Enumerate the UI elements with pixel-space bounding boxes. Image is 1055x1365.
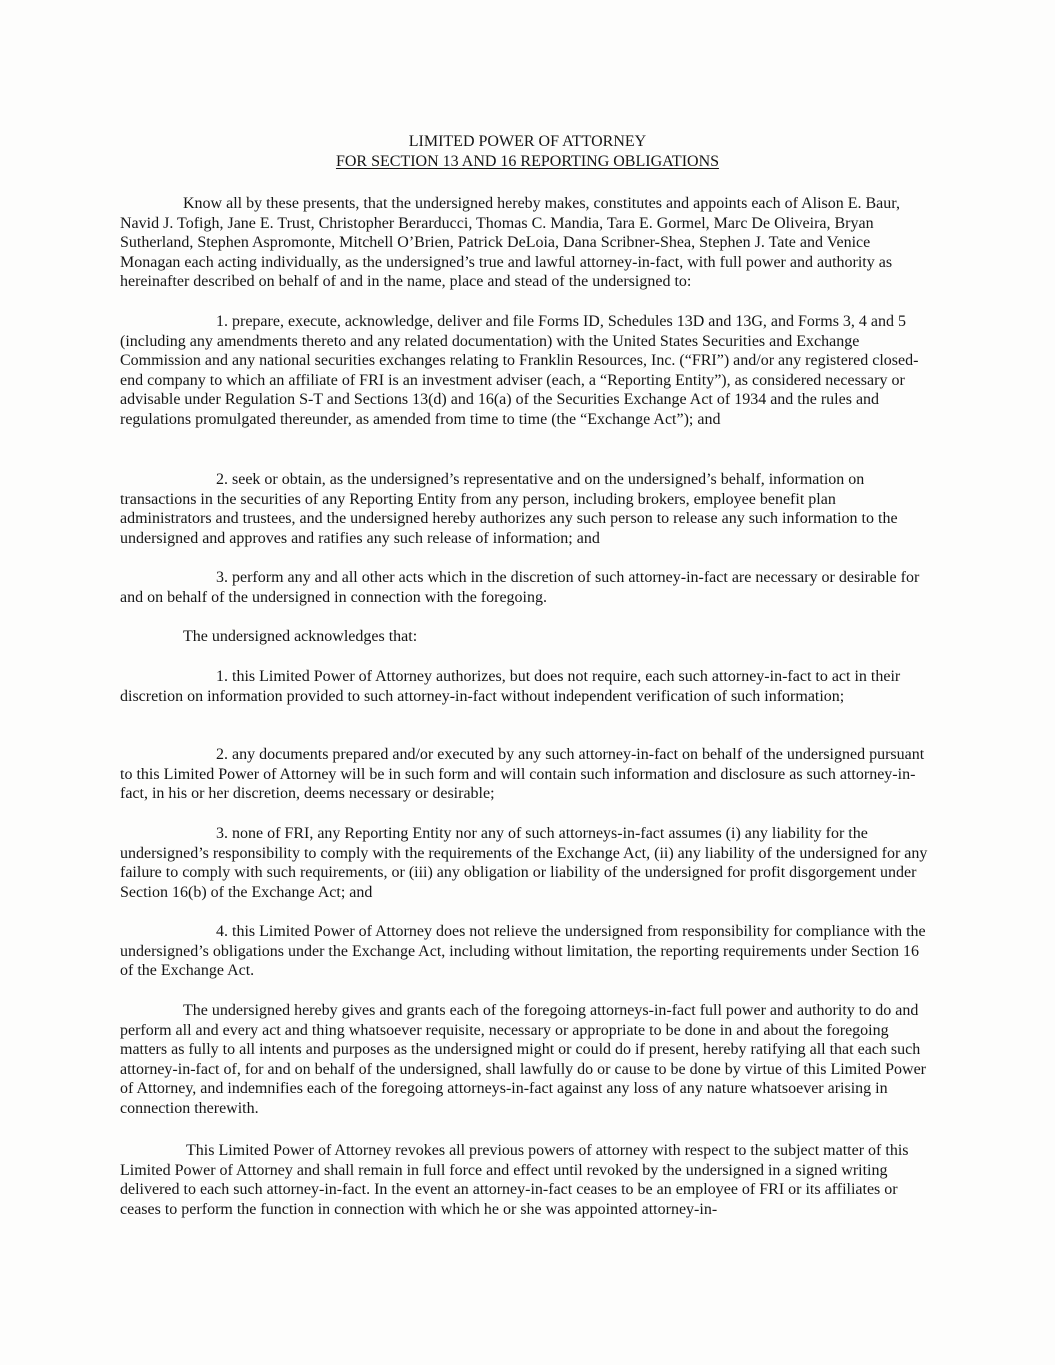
intro-paragraph: Know all by these presents, that the undersigned hereby makes, constitutes and appoints each of Alison E. Baur, Navid J. Tofigh, Jane E. Trust, Christopher Berarducci, Thomas C. Mandia, Tara E. Gormel, Marc De Oliveira, Bryan Sutherland, Stephen Aspromonte, Mitchell O’Brien, Patrick DeLoia, Dana Scribner-Shea, Stephen J. Tate and Venice Monagan each acting individually, as the undersigned’s true and lawful attorney-in-fact, with full power and authority as hereinafter described on behalf of and in the name, place and stead of the undersigned to:: [120, 195, 900, 291]
acknowledges-heading: The undersigned acknowledges that:: [183, 628, 418, 645]
revocation-paragraph: This Limited Power of Attorney revokes all previous powers of attorney with respect to the subject matter of this Limited Power of Attorney and shall remain in full force and effect until revoked by the undersigned in a signed writing delivered to each such attorney-in-fact. In the event an attorney-in-fact ceases to be an employee of FRI or its affiliates or ceases to perform the function in connection with which he or she was appointed attorney-in-: [120, 1142, 909, 1218]
document-title: LIMITED POWER OF ATTORNEY: [408, 133, 647, 150]
acknowledgement-item-3: 3. none of FRI, any Reporting Entity nor any of such attorneys-in-fact assumes (i) any liability for the undersigned’s responsibility to comply with the requirements of the Exchange Act, (ii) any liability of the undersigned for any failure to comply with such requirements, or (iii) any obligation or liability of the undersigned for profit disgorgement under Section 16(b) of the Exchange Act; and: [120, 825, 928, 901]
power-item-1: 1. prepare, execute, acknowledge, deliver and file Forms ID, Schedules 13D and 13G, and Forms 3, 4 and 5 (including any amendments thereto and any related documentation) with the United States Securities and Exchange Commission and any national securities exchanges relating to Franklin Resources, Inc. (“FRI”) and/or any registered closed-end company to which an affiliate of FRI is an investment adviser (each, a “Reporting Entity”), as considered necessary or advisable under Regulation S-T and Sections 13(d) and 16(a) of the Securities Exchange Act of 1934 and the rules and regulations promulgated thereunder, as amended from time to time (the “Exchange Act”); and: [120, 313, 919, 428]
acknowledgement-item-1: 1. this Limited Power of Attorney authorizes, but does not require, each such attorney-in-fact to act in their discretion on information provided to such attorney-in-fact without independent verification of such information;: [120, 668, 901, 705]
acknowledgement-item-4: 4. this Limited Power of Attorney does not relieve the undersigned from responsibility for compliance with the undersigned’s obligations under the Exchange Act, including without limitation, the reporting requirements under Section 16 of the Exchange Act.: [120, 923, 926, 980]
acknowledgement-item-2: 2. any documents prepared and/or executed by any such attorney-in-fact on behalf of the undersigned pursuant to this Limited Power of Attorney will be in such form and will contain such information and disclosure as such attorney-in-fact, in his or her discretion, deems necessary or desirable;: [120, 746, 925, 803]
grant-paragraph: The undersigned hereby gives and grants each of the foregoing attorneys-in-fact full power and authority to do and perform all and every act and thing whatsoever requisite, necessary or appropriate to be done in and about the foregoing matters as fully to all intents and purposes as the undersigned might or could do if present, hereby ratifying all that each such attorney-in-fact of, for and on behalf of the undersigned, shall lawfully do or cause to be done by virtue of this Limited Power of Attorney, and indemnifies each of the foregoing attorneys-in-fact against any loss of any nature whatsoever arising in connection therewith.: [120, 1002, 926, 1117]
power-item-3: 3. perform any and all other acts which in the discretion of such attorney-in-fact are necessary or desirable for and on behalf of the undersigned in connection with the foregoing.: [120, 569, 920, 606]
power-item-2: 2. seek or obtain, as the undersigned’s representative and on the undersigned’s behalf, information on transactions in the securities of any Reporting Entity from any person, including brokers, employee benefit plan administrators and trustees, and the undersigned hereby authorizes any such person to release any such information to the undersigned and approves and ratifies any such release of information; and: [120, 471, 898, 547]
document-subtitle: FOR SECTION 13 AND 16 REPORTING OBLIGATIONS: [335, 153, 720, 170]
